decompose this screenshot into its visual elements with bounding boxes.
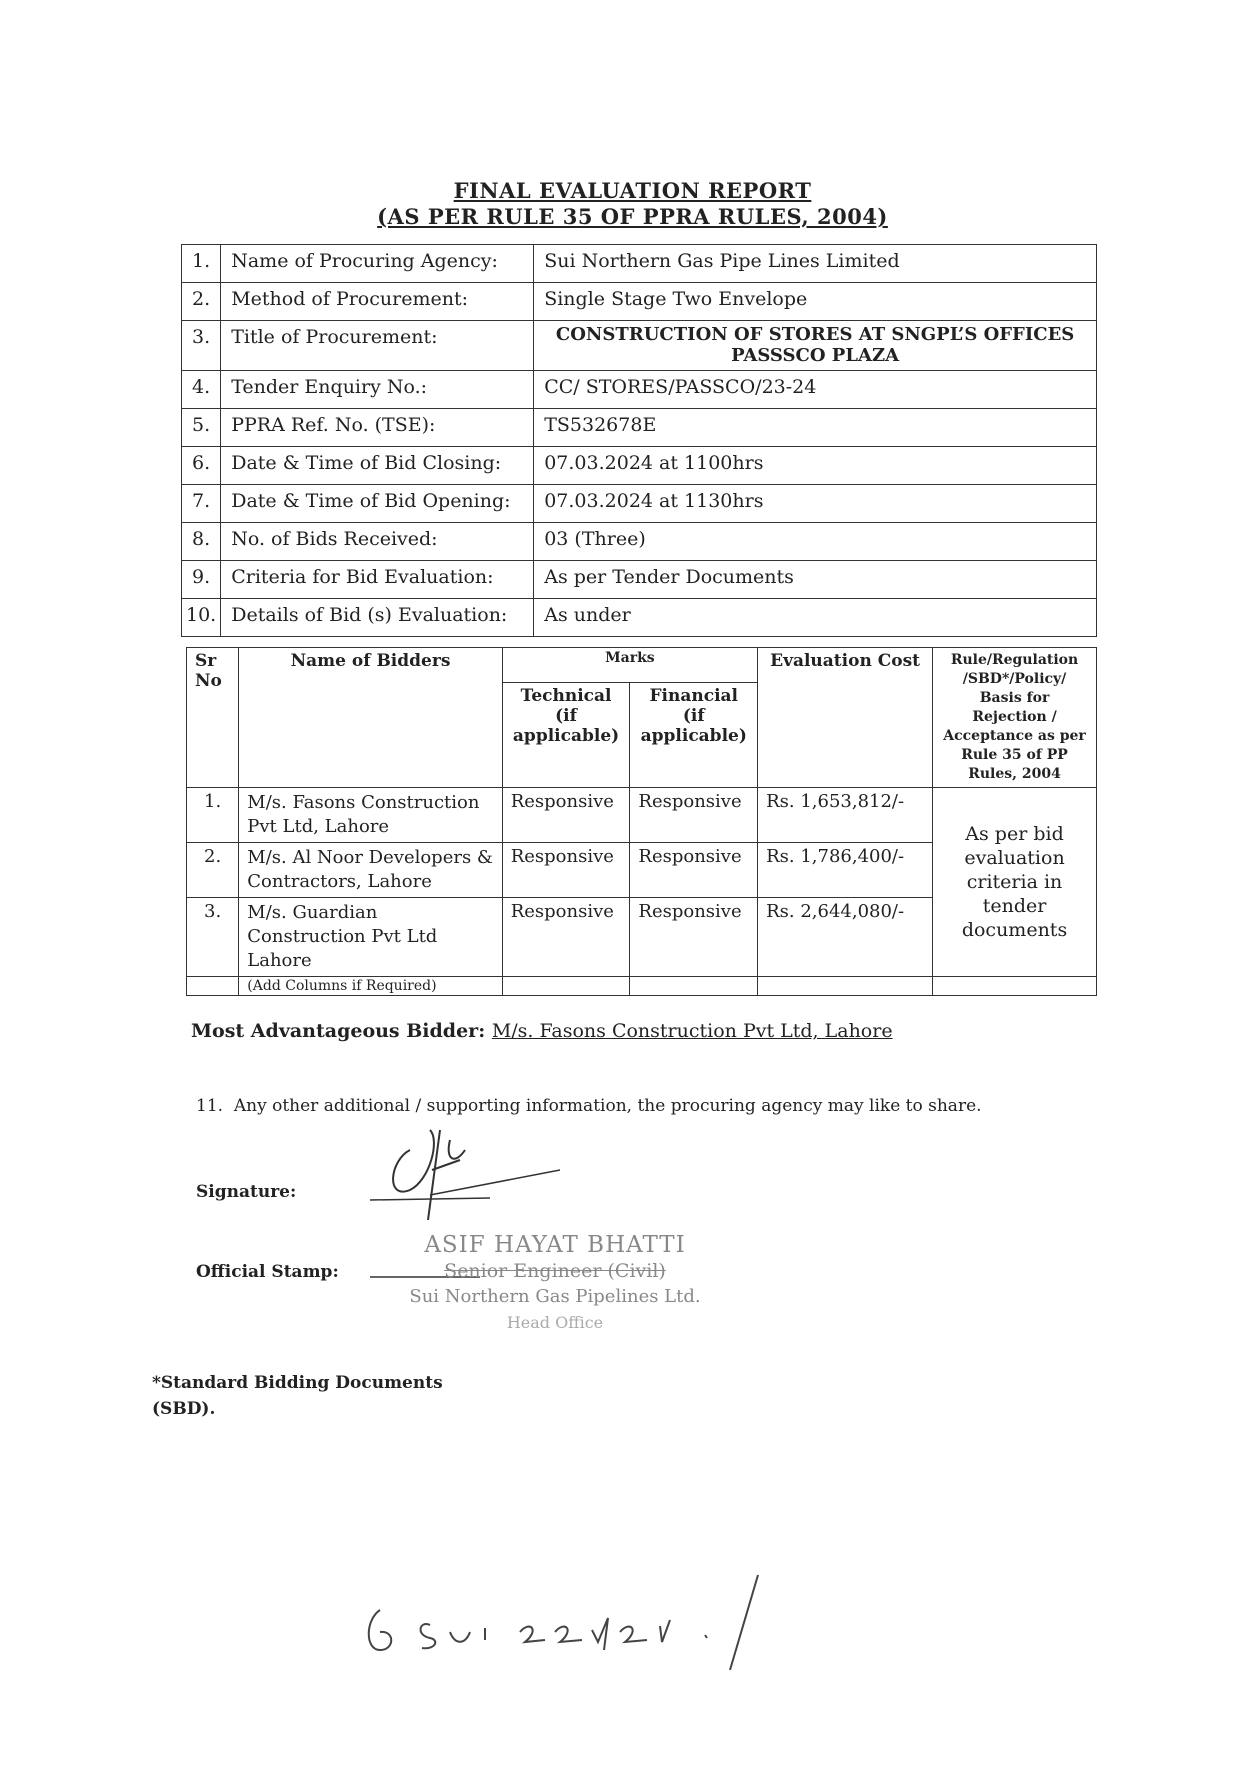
info-row-label: Method of Procurement:	[221, 283, 534, 321]
header-marks: Marks	[502, 648, 757, 683]
info-row-number: 5.	[182, 409, 221, 447]
info-row-number: 10.	[182, 599, 221, 637]
info-row-label: Title of Procurement:	[221, 321, 534, 371]
info-row	[182, 447, 1097, 485]
stamp-designation: Senior Engineer (Civil)	[444, 1260, 666, 1282]
header-sr-no: Sr No	[187, 648, 239, 788]
info-row-value: CC/ STORES/PASSCO/23-24	[534, 371, 1097, 409]
most-advantageous-bidder	[191, 1020, 893, 1042]
info-row-value: Single Stage Two Envelope	[534, 283, 1097, 321]
info-row-value: TS532678E	[534, 409, 1097, 447]
header-financial: Financial (if applicable)	[630, 682, 758, 787]
info-row	[182, 283, 1097, 321]
official-stamp	[380, 1232, 730, 1336]
header-rule-basis: Rule/Regulation /SBD*/Policy/ Basis for Rejection / Acceptance as per Rule 35 of PP Rules, 2004	[933, 648, 1097, 788]
header-evaluation-cost: Evaluation Cost	[758, 648, 933, 788]
bid-technical: Responsive	[502, 788, 630, 843]
info-row-value: Sui Northern Gas Pipe Lines Limited	[534, 245, 1097, 283]
report-subtitle: (AS PER RULE 35 OF PPRA RULES, 2004)	[377, 204, 888, 229]
footnote-line-2: (SBD).	[152, 1399, 216, 1419]
procurement-info-table	[181, 244, 1097, 637]
header-technical: Technical (if applicable)	[502, 682, 630, 787]
bid-technical: Responsive	[502, 898, 630, 977]
info-row	[182, 245, 1097, 283]
stamp-name: ASIF HAYAT BHATTI	[424, 1232, 686, 1258]
bidder-name: M/s. Al Noor Developers & Contractors, Lahore	[239, 843, 502, 898]
bid-cost: Rs. 2,644,080/-	[758, 898, 933, 977]
info-row-label: Criteria for Bid Evaluation:	[221, 561, 534, 599]
info-row-value: 07.03.2024 at 1100hrs	[534, 447, 1097, 485]
info-row-number: 7.	[182, 485, 221, 523]
table-row	[187, 977, 1097, 996]
most-advantageous-value: M/s. Fasons Construction Pvt Ltd, Lahore	[491, 1020, 893, 1042]
info-row-label: Date & Time of Bid Closing:	[221, 447, 534, 485]
bid-sr: 2.	[187, 843, 239, 898]
bid-financial: Responsive	[630, 898, 758, 977]
info-row-value: As per Tender Documents	[534, 561, 1097, 599]
info-row-value: 07.03.2024 at 1130hrs	[534, 485, 1097, 523]
evaluation-basis: As per bid evaluation criteria in tender documents	[933, 788, 1097, 977]
stamp-label: Official Stamp:	[196, 1262, 339, 1282]
info-row	[182, 523, 1097, 561]
report-title: FINAL EVALUATION REPORT	[453, 178, 812, 203]
header-bidder-name: Name of Bidders	[239, 648, 502, 788]
bid-technical: Responsive	[502, 843, 630, 898]
bid-financial: Responsive	[630, 843, 758, 898]
info-row-number: 3.	[182, 321, 221, 371]
bid-financial: Responsive	[630, 788, 758, 843]
bid-cost: Rs. 1,653,812/-	[758, 788, 933, 843]
bidder-name: M/s. Fasons Construction Pvt Ltd, Lahore	[239, 788, 502, 843]
info-row-number: 8.	[182, 523, 221, 561]
most-advantageous-label: Most Advantageous Bidder:	[191, 1020, 486, 1042]
footnote-line-1: *Standard Bidding Documents	[152, 1373, 443, 1393]
info-row-number: 2.	[182, 283, 221, 321]
bidder-name: M/s. Guardian Construction Pvt Ltd Lahore	[239, 898, 502, 977]
add-columns-note: (Add Columns if Required)	[239, 977, 502, 996]
info-row	[182, 371, 1097, 409]
info-row	[182, 409, 1097, 447]
info-row-value: As under	[534, 599, 1097, 637]
info-row-label: No. of Bids Received:	[221, 523, 534, 561]
info-row-label: PPRA Ref. No. (TSE):	[221, 409, 534, 447]
info-row-label: Date & Time of Bid Opening:	[221, 485, 534, 523]
info-row	[182, 561, 1097, 599]
bids-evaluation-table	[186, 647, 1097, 996]
info-row-value: 03 (Three)	[534, 523, 1097, 561]
info-row-label: Details of Bid (s) Evaluation:	[221, 599, 534, 637]
info-row-number: 4.	[182, 371, 221, 409]
stamp-company: Sui Northern Gas Pipelines Ltd.	[409, 1286, 701, 1307]
info-row	[182, 321, 1097, 371]
info-row-value: CONSTRUCTION OF STORES AT SNGPL’S OFFICES PASSSCO PLAZA	[534, 321, 1097, 371]
item-11-text: Any other additional / supporting information, the procuring agency may like to share.	[233, 1096, 982, 1116]
table-row	[187, 788, 1097, 843]
info-row-label: Name of Procuring Agency:	[221, 245, 534, 283]
signature-label: Signature:	[196, 1182, 297, 1202]
info-row-number: 9.	[182, 561, 221, 599]
stamp-office: Head Office	[506, 1313, 604, 1332]
item-11-number: 11.	[196, 1096, 224, 1116]
info-row-label: Tender Enquiry No.:	[221, 371, 534, 409]
bid-sr: 1.	[187, 788, 239, 843]
item-11	[196, 1096, 982, 1116]
info-row-number: 1.	[182, 245, 221, 283]
bid-cost: Rs. 1,786,400/-	[758, 843, 933, 898]
footnote	[152, 1370, 443, 1422]
signature-image	[370, 1120, 570, 1230]
bid-sr: 3.	[187, 898, 239, 977]
info-row	[182, 599, 1097, 637]
info-row-number: 6.	[182, 447, 221, 485]
info-row	[182, 485, 1097, 523]
handwritten-note	[360, 1560, 820, 1680]
